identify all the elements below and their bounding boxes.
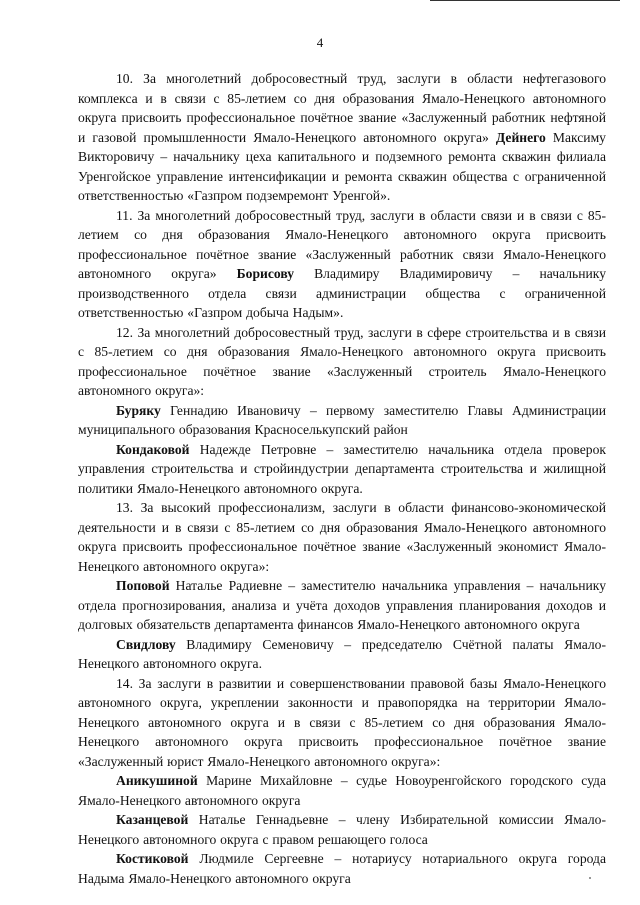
paragraph-text: 13. За высокий профессионализм, заслуги в области финансово-экономической деятельности и в связи с 85-летием со дня образования Ямало-Ненецкого автономного округа присвоить профессиональное почётное звание «Заслуженный экономист Ямало-Ненецкого автономного округа»: bbox=[78, 500, 606, 574]
paragraph-text: 10. За многолетний добросовестный труд, заслуги в области нефтегазового комплекса и в связи с 85-летием со дня образования Ямало-Ненецкого автономного округа присвоить профессиональное почётное звание «Заслуженный работник нефтяной и газовой промышленности Ямало-Ненецкого автономного округа» bbox=[78, 71, 606, 145]
paragraph-person-kondakova bbox=[78, 440, 606, 499]
surname-text: Костиковой bbox=[116, 851, 189, 866]
page-number: 4 bbox=[316, 35, 324, 50]
surname-text: Борисову bbox=[236, 266, 294, 281]
paragraph-text: 12. За многолетний добросовестный труд, заслуги в сфере строительства и в связи с 85-летием со дня образования Ямало-Ненецкого автономного округа присвоить профессиональное почётное звание «Заслуженный строитель Ямало-Ненецкого автономного округа»: bbox=[78, 324, 606, 398]
paragraph-text: Геннадию Ивановичу – первому заместителю Главы Администрации муниципального образования Красноселькупский район bbox=[78, 402, 606, 437]
paragraph-text: Наталье Геннадьевне – члену Избирательной комиссии Ямало-Ненецкого автономного округа с правом решающего голоса bbox=[78, 812, 606, 847]
document-body bbox=[78, 69, 606, 888]
paragraph-person-kazantseva bbox=[78, 810, 606, 849]
paragraph-text: Надежде Петровне – заместителю начальника отдела проверок управления строительства и стройиндустрии департамента строительства и жилищной политики Ямало-Ненецкого автономного округа. bbox=[78, 441, 606, 496]
surname-text: Свидлову bbox=[116, 636, 176, 652]
surname-text: Казанцевой bbox=[116, 812, 189, 827]
paragraph-text: Владимиру Семеновичу – председателю Счётной палаты Ямало-Ненецкого автономного округа. bbox=[78, 636, 606, 671]
paragraph-text: Людмиле Сергеевне – нотариусу нотариального округа города Надыма Ямало-Ненецкого автономного округа bbox=[78, 851, 606, 886]
paragraph-item-13 bbox=[78, 498, 606, 576]
paragraph-person-svidlov bbox=[78, 635, 606, 674]
paragraph-item-12 bbox=[78, 323, 606, 401]
paragraph-text: Владимиру Владимировичу – начальнику производственного отдела связи администрации общества с ограниченной ответственностью «Газпром добыча Надым». bbox=[78, 266, 606, 320]
paragraph-text: Наталье Радиевне – заместителю начальника управления – начальнику отдела прогнозирования, анализа и учёта доходов управления планирования доходов и долговых обязательств департамента финансов Ямало-Ненецкого автономного округа bbox=[78, 578, 606, 632]
paragraph-person-buryak bbox=[78, 401, 606, 440]
paragraph-text: Марине Михайловне – судье Новоуренгойского городского суда Ямало-Ненецкого автономного округа bbox=[78, 773, 606, 808]
paragraph-text: Максиму Викторовичу – начальнику цеха капитального и подземного ремонта скважин филиала Уренгойское управление интенсификации и ремонта скважин общества с ограниченной ответственностью «Газпром подземремонт Уренгой». bbox=[78, 129, 606, 203]
paragraph-item-11 bbox=[78, 206, 606, 323]
top-edge-line bbox=[430, 0, 620, 1]
surname-text: Дейнего bbox=[495, 129, 546, 145]
paragraph-text: 11. За многолетний добросовестный труд, заслуги в области связи и в связи с 85-летием со дня образования Ямало-Ненецкого автономного округа присвоить профессиональное почётное звание «Заслуженный работник связи Ямало-Ненецкого автономного округа» bbox=[78, 207, 606, 281]
paragraph-item-14 bbox=[78, 674, 606, 772]
surname-text: Аникушиной bbox=[116, 773, 198, 788]
surname-text: Кондаковой bbox=[116, 441, 190, 457]
paragraph-person-kostikova bbox=[78, 849, 606, 888]
paragraph-item-10 bbox=[78, 69, 606, 206]
paragraph-text: 14. За заслуги в развитии и совершенствовании правовой базы Ямало-Ненецкого автономного округа, укреплении законности и правопорядка на территории Ямало-Ненецкого автономного округа и в связи с 85-летием со дня образования Ямало-Ненецкого автономного округа присвоить профессиональное почётное звание «Заслуженный юрист Ямало-Ненецкого автономного округа»: bbox=[78, 675, 606, 769]
scan-speck bbox=[589, 877, 591, 879]
paragraph-person-popova bbox=[78, 576, 606, 635]
paragraph-person-anikushina bbox=[78, 771, 606, 810]
surname-text: Буряку bbox=[116, 402, 161, 418]
surname-text: Поповой bbox=[116, 578, 170, 593]
